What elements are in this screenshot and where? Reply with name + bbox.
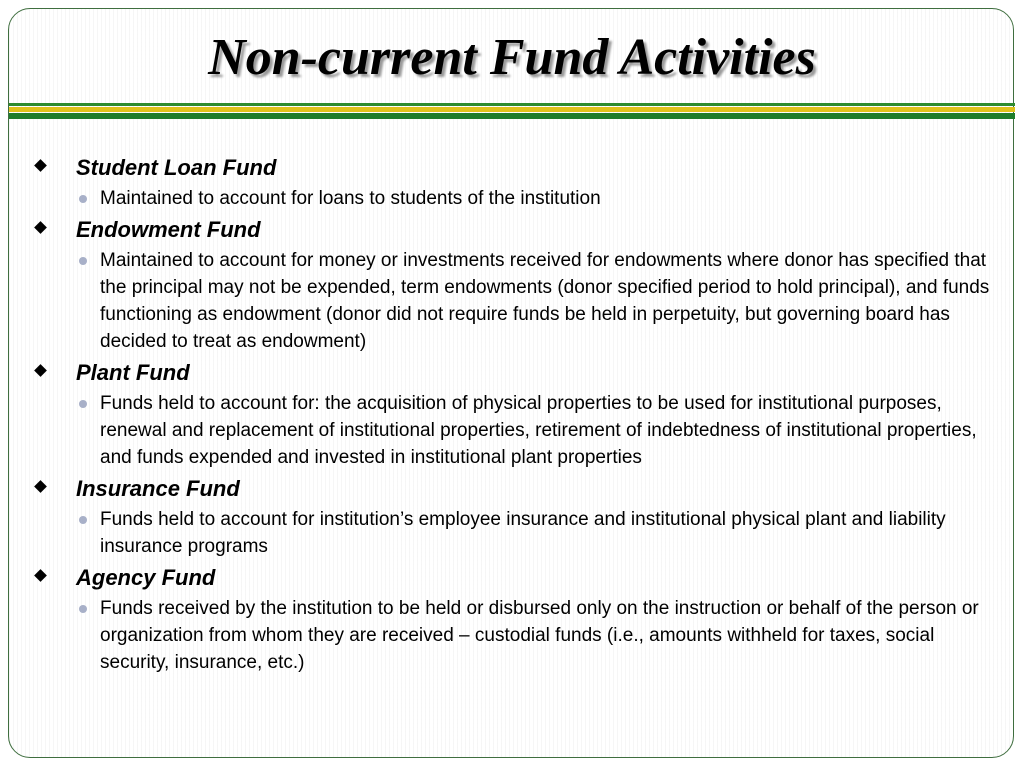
- fund-detail: [100, 390, 996, 471]
- dot-bullet-icon: [79, 605, 87, 613]
- fund-heading-text: Agency Fund: [76, 565, 216, 590]
- fund-heading: [36, 154, 996, 182]
- diamond-bullet-icon: [34, 364, 47, 377]
- fund-detail: [100, 185, 996, 212]
- diamond-bullet-icon: [34, 480, 47, 493]
- fund-detail-text: Maintained to account for loans to students of the institution: [100, 188, 601, 209]
- bullet-list: [36, 150, 996, 676]
- fund-detail-text: Funds held to account for institution’s employee insurance and institutional physical plant and liability insurance programs: [100, 509, 946, 557]
- diamond-bullet-icon: [34, 159, 47, 172]
- header-stripe-yellow: [9, 107, 1015, 112]
- fund-detail-text: Funds received by the institution to be held or disbursed only on the instruction or behalf of the person or organization from whom they are received – custodial funds (i.e., amounts withheld for taxes, social security, insurance, etc.): [100, 598, 979, 673]
- fund-heading: [36, 475, 996, 503]
- fund-heading-text: Endowment Fund: [76, 217, 261, 242]
- dot-bullet-icon: [79, 195, 87, 203]
- dot-bullet-icon: [79, 516, 87, 524]
- fund-heading-text: Plant Fund: [76, 360, 190, 385]
- slide-title: Non-current Fund Activities: [208, 29, 816, 86]
- dot-bullet-icon: [79, 400, 87, 408]
- fund-heading: [36, 216, 996, 244]
- fund-heading: [36, 359, 996, 387]
- fund-detail-text: Maintained to account for money or investments received for endowments where donor has specified that the principal may not be expended, term endowments (donor specified period to hold principal), and funds functioning as endowment (donor did not require funds be held in perpetuity, but governing board has decided to treat as endowment): [100, 250, 990, 352]
- fund-heading: [36, 564, 996, 592]
- header-stripe-green-bottom: [9, 113, 1015, 119]
- fund-heading-text: Insurance Fund: [76, 476, 240, 501]
- diamond-bullet-icon: [34, 221, 47, 234]
- fund-detail: [100, 506, 996, 560]
- fund-detail: [100, 595, 996, 676]
- dot-bullet-icon: [79, 257, 87, 265]
- fund-detail: [100, 247, 996, 355]
- fund-heading-text: Student Loan Fund: [76, 155, 277, 180]
- header-stripe-green-top: [9, 103, 1015, 106]
- diamond-bullet-icon: [34, 569, 47, 582]
- fund-detail-text: Funds held to account for: the acquisition of physical properties to be used for institutional purposes, renewal and replacement of institutional properties, retirement of indebtedness of institutional properties, and funds expended and invested in institutional plant properties: [100, 393, 977, 468]
